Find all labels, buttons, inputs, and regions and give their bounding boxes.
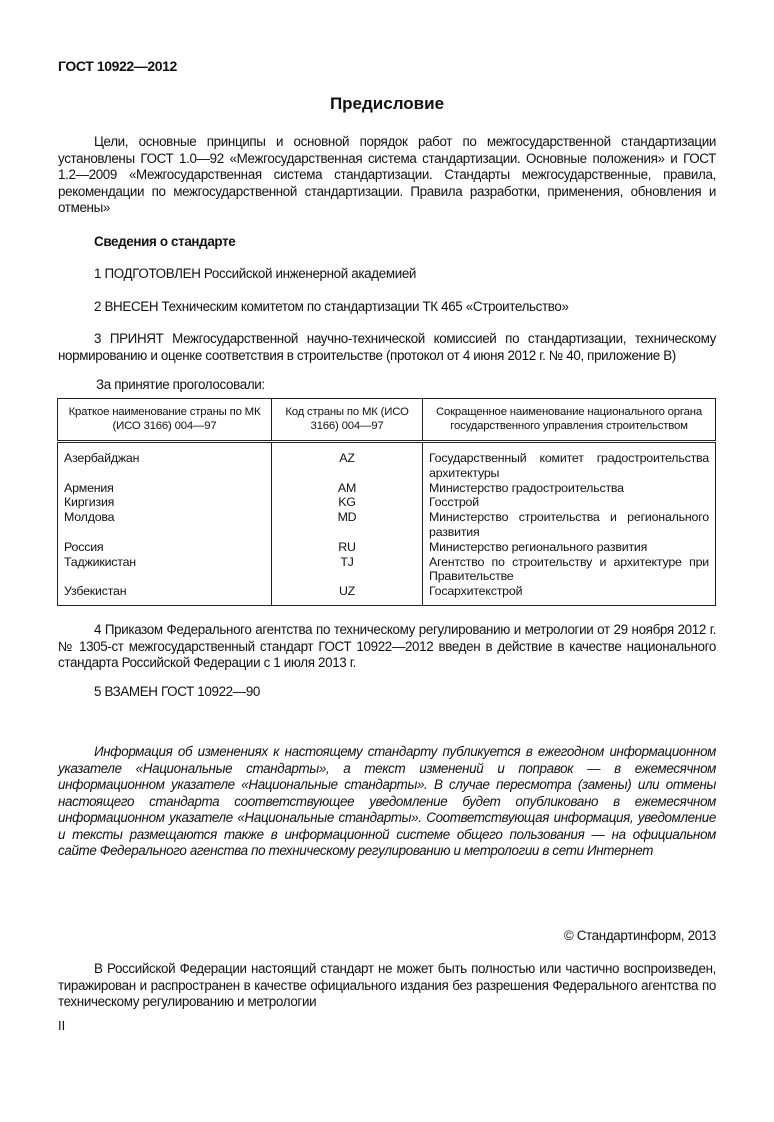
cell-code: UZ xyxy=(272,584,423,605)
page-title: Предисловие xyxy=(329,94,445,113)
table-row xyxy=(58,495,716,510)
item-replaces: 5 ВЗАМЕН ГОСТ 10922—90 xyxy=(94,684,261,699)
copyright: © Стандартинформ, 2013 xyxy=(563,928,716,943)
cell-code: RU xyxy=(272,540,423,555)
document-code-header: ГОСТ 10922—2012 xyxy=(58,58,177,74)
page-number: II xyxy=(58,1018,66,1033)
item-prepared-by: 1 ПОДГОТОВЛЕН Российской инженерной академией xyxy=(94,266,417,281)
cell-code: MD xyxy=(272,510,423,540)
voted-label: За принятие проголосовали: xyxy=(96,377,265,392)
cell-country: Таджикистан xyxy=(58,555,272,585)
item-submitted-by: 2 ВНЕСЕН Техническим комитетом по стандартизации ТК 465 «Строительство» xyxy=(94,299,569,314)
voting-table xyxy=(57,398,716,606)
cell-code: KG xyxy=(272,495,423,510)
cell-national-body: Госстрой xyxy=(423,495,716,510)
item-order: 4 Приказом Федерального агентства по техническому регулированию и метрологии от 29 ноября 2012 г. № 1305-ст межгосударственный стандарт ГОСТ 10922—2012 введен в действие в качестве национального стандарта Российской Федерации с 1 июля 2013 г. xyxy=(58,622,716,670)
cell-country: Россия xyxy=(58,540,272,555)
header-country-name: Краткое наименование страны по МК (ИСО 3166) 004—97 xyxy=(58,399,272,442)
cell-country: Молдова xyxy=(58,510,272,540)
header-national-body: Сокращенное наименование национального органа государственного управления строительством xyxy=(423,399,716,442)
item-adopted-by: 3 ПРИНЯТ Межгосударственной научно-технической комиссией по стандартизации, техническому нормированию и оценке соответствия в строительстве (протокол от 4 июня 2012 г. № 40, приложение В) xyxy=(58,331,716,363)
section-heading: Сведения о стандарте xyxy=(94,234,236,249)
cell-country: Узбекистан xyxy=(58,584,272,605)
table-row xyxy=(58,442,716,481)
cell-national-body: Министерство регионального развития xyxy=(423,540,716,555)
table-header-row xyxy=(58,399,716,442)
cell-country: Азербайджан xyxy=(58,442,272,481)
cell-country: Армения xyxy=(58,481,272,496)
cell-code: AM xyxy=(272,481,423,496)
intro-paragraph: Цели, основные принципы и основной порядок работ по межгосударственной стандартизации установлены ГОСТ 1.0—92 «Межгосударственная система стандартизации. Основные положения» и ГОСТ 1.2—2009 «Межгосударственная система стандартизации. Стандарты межгосударственные, правила, рекомендации по межгосударственной стандартизации. Правила разработки, применения, обновления и отмены» xyxy=(58,134,716,215)
table-row xyxy=(58,555,716,585)
header-country-code: Код страны по МК (ИСО 3166) 004—97 xyxy=(272,399,423,442)
table-row xyxy=(58,510,716,540)
amendments-notice: Информация об изменениях к настоящему стандарту публикуется в ежегодном информационном указателе «Национальные стандарты», а текст изменений и поправок — в ежемесячном информационном указателе «Национальные стандарты». В случае пересмотра (замены) или отмены настоящего стандарта соответствующее уведомление будет опубликовано в ежемесячном информационном указателе «Национальные стандарты». Соответствующая информация, уведомление и тексты размещаются также в информационной системе общего пользования — на официальном сайте Федерального агенства по техническому регулированию и метрологии в сети Интернет xyxy=(58,744,716,858)
cell-code: TJ xyxy=(272,555,423,585)
table-row xyxy=(58,481,716,496)
cell-code: AZ xyxy=(272,442,423,481)
cell-country: Киргизия xyxy=(58,495,272,510)
reproduction-notice: В Российской Федерации настоящий стандарт не может быть полностью или частично воспроизведен, тиражирован и распространен в качестве официального издания без разрешения Федерального агентства по техническому регулированию и метрологии xyxy=(58,961,716,1009)
cell-national-body: Агентство по строительству и архитектуре при Правительстве xyxy=(423,555,716,585)
cell-national-body: Госархитекстрой xyxy=(423,584,716,605)
table-row xyxy=(58,584,716,605)
cell-national-body: Министерство строительства и регионального развития xyxy=(423,510,716,540)
cell-national-body: Министерство градостроительства xyxy=(423,481,716,496)
table-row xyxy=(58,540,716,555)
cell-national-body: Государственный комитет градостроительства архитектуры xyxy=(423,442,716,481)
